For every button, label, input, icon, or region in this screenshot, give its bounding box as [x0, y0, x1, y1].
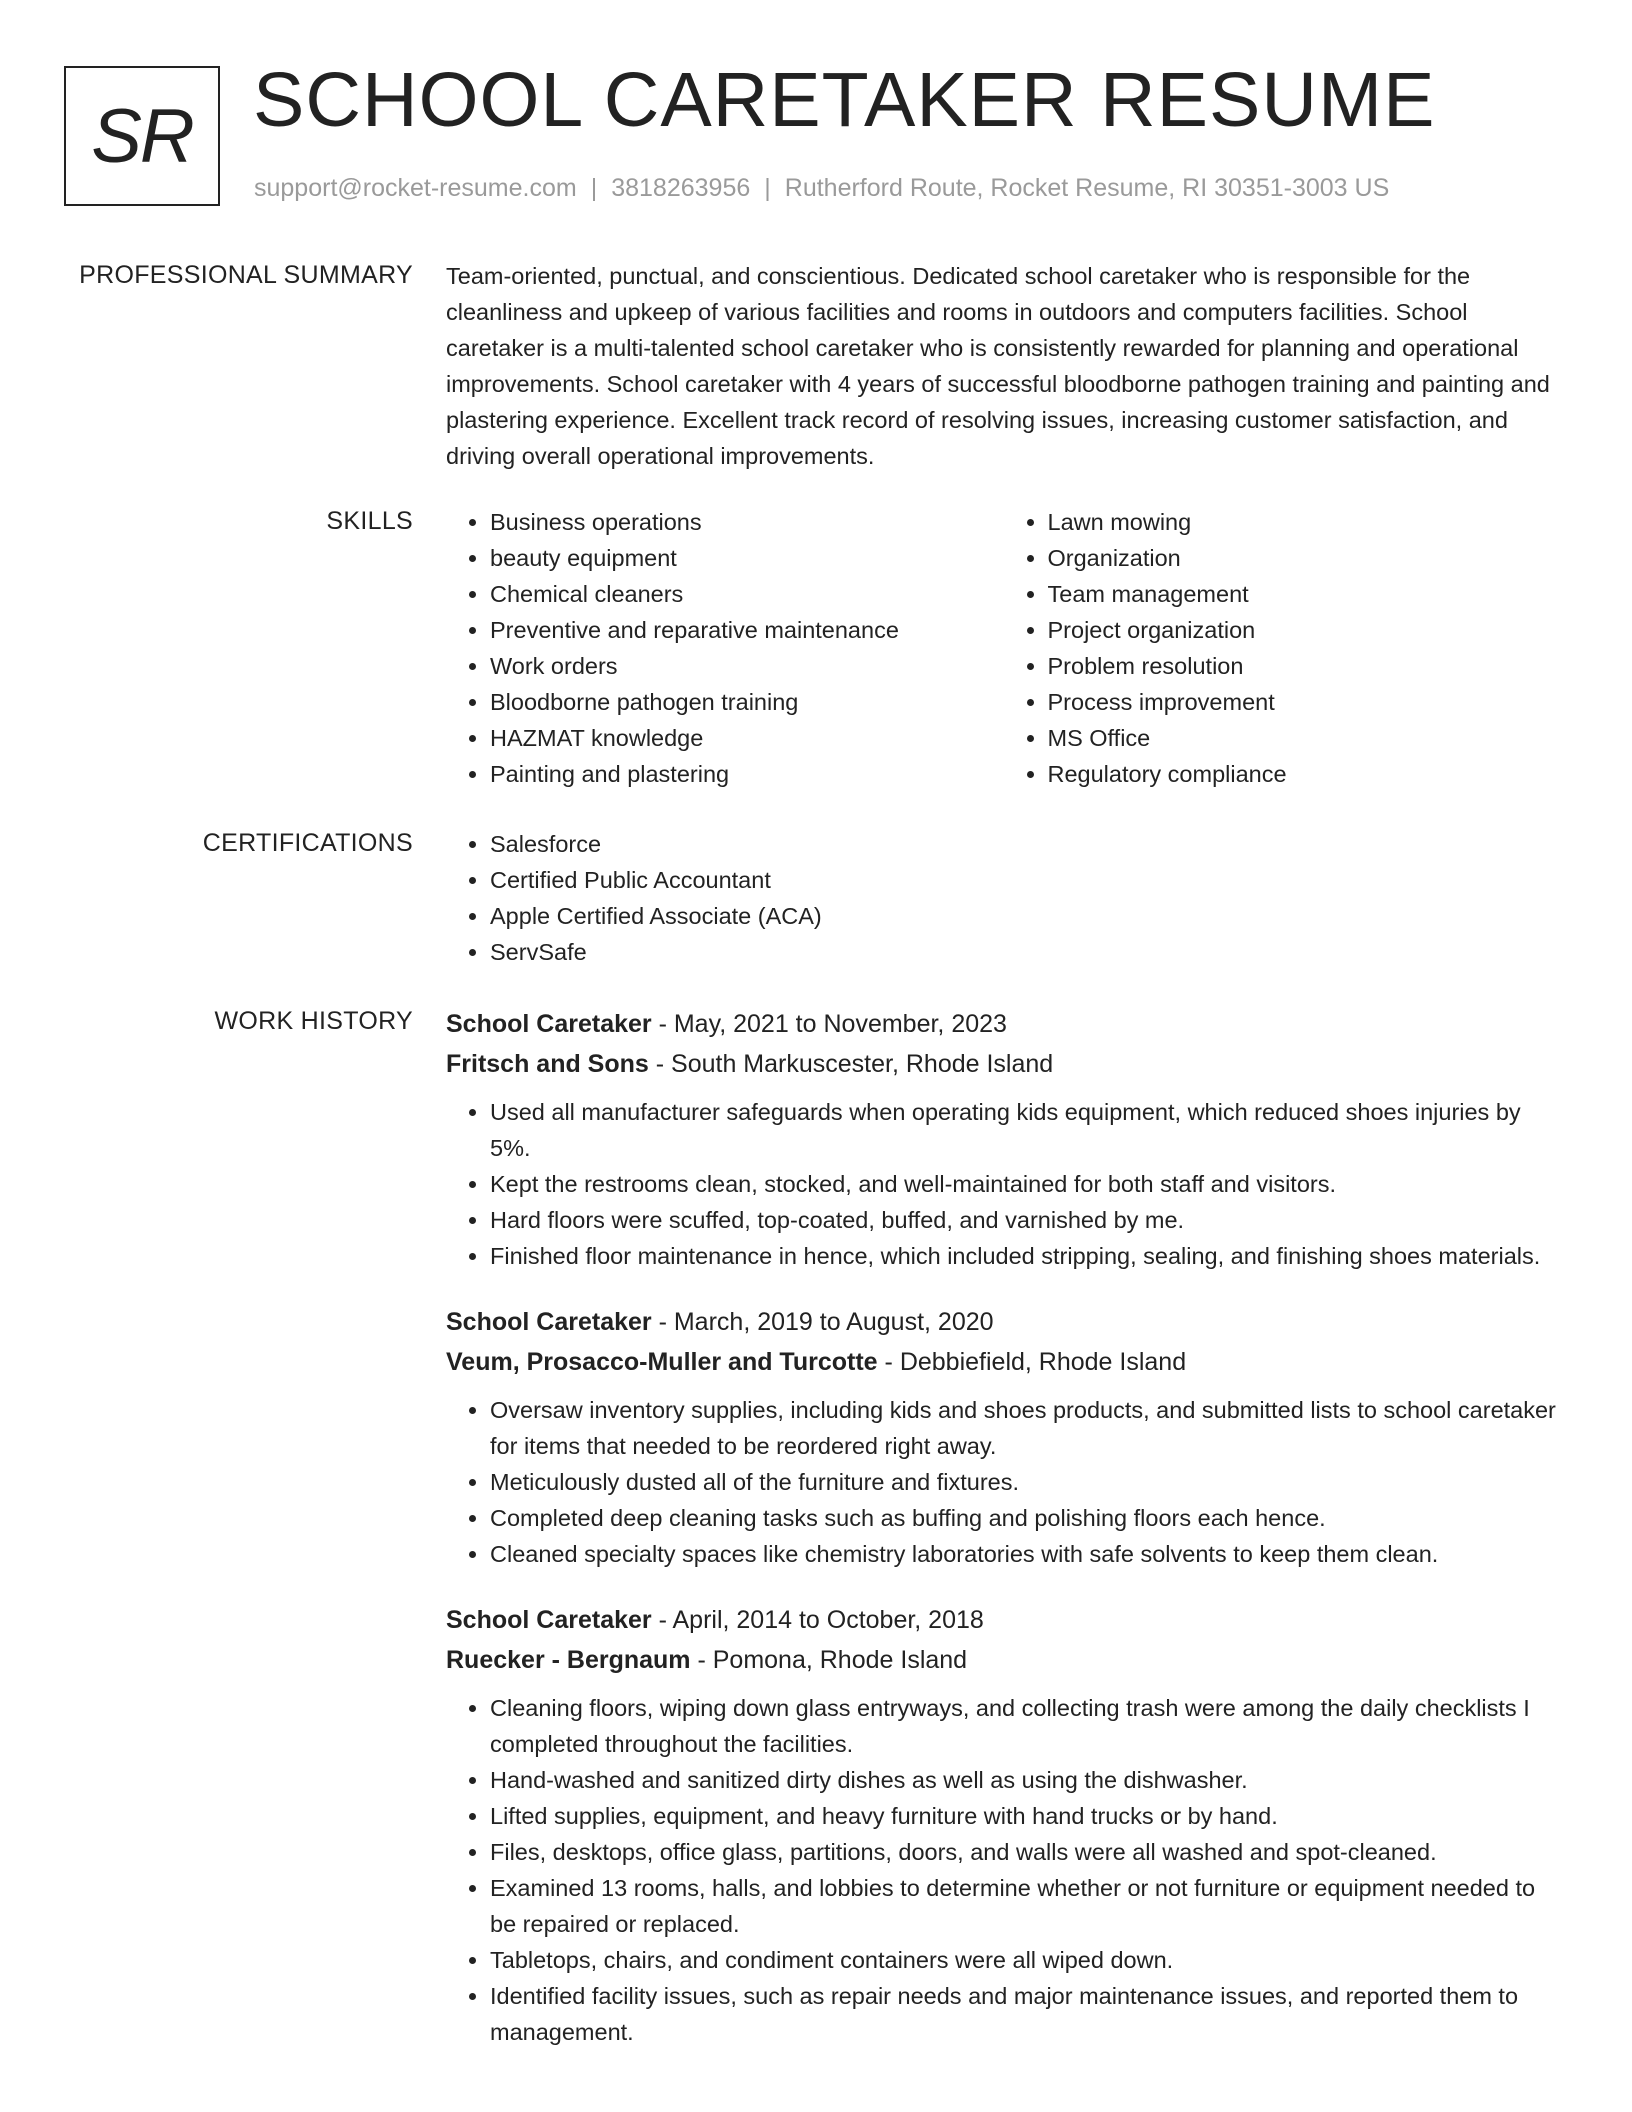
job-bullet: • Kept the restrooms clean, stocked, and well-maintained for both staff and visitors.	[490, 1166, 1561, 1202]
skill-item: • Painting and plastering	[490, 756, 1004, 792]
skills-label: SKILLS	[326, 507, 413, 535]
contact-line	[254, 174, 1389, 203]
skill-item: • Chemical cleaners	[490, 576, 1004, 612]
work-history-label: WORK HISTORY	[214, 1007, 413, 1035]
job-company-line: Ruecker - Bergnaum - Pomona, Rhode Island	[446, 1646, 968, 1674]
job-entry	[446, 1302, 1561, 1572]
summary-label: PROFESSIONAL SUMMARY	[79, 261, 413, 289]
job-dates: May, 2021 to November, 2023	[673, 1010, 1007, 1038]
job-bullet: • Hand-washed and sanitized dirty dishes as well as using the dishwasher.	[490, 1762, 1561, 1798]
job-title: School Caretaker	[446, 1010, 652, 1038]
job-bullet: • Meticulously dusted all of the furniture and fixtures.	[490, 1464, 1561, 1500]
skill-item: • HAZMAT knowledge	[490, 720, 1004, 756]
job-company: Ruecker - Bergnaum	[446, 1646, 691, 1674]
job-location: South Markuscester, Rhode Island	[671, 1050, 1054, 1078]
certifications-label: CERTIFICATIONS	[202, 829, 413, 857]
certification-item: • ServSafe	[490, 934, 1561, 970]
job-company-line: Fritsch and Sons - South Markuscester, Rhode Island	[446, 1050, 1054, 1078]
summary-body	[446, 258, 1561, 474]
skill-item: • Work orders	[490, 648, 1004, 684]
job-bullets	[446, 1094, 1561, 1274]
job-bullet: • Identified facility issues, such as repair needs and major maintenance issues, and reported them to management.	[490, 1978, 1561, 2050]
initials-monogram	[64, 66, 220, 206]
skills-body	[446, 504, 1561, 792]
job-location: Debbiefield, Rhode Island	[899, 1348, 1187, 1376]
resume-title: SCHOOL CARETAKER RESUME	[253, 57, 1436, 143]
job-company-line: Veum, Prosacco-Muller and Turcotte - Debbiefield, Rhode Island	[446, 1348, 1187, 1376]
skill-item: • Problem resolution	[1048, 648, 1562, 684]
certifications-list	[446, 826, 1561, 970]
job-bullet: • Files, desktops, office glass, partitions, doors, and walls were all washed and spot-cleaned.	[490, 1834, 1561, 1870]
job-bullet: • Tabletops, chairs, and condiment containers were all wiped down.	[490, 1942, 1561, 1978]
skill-item: • Preventive and reparative maintenance	[490, 612, 1004, 648]
job-bullet: • Cleaning floors, wiping down glass entryways, and collecting trash were among the daily checklists I completed throughout the facilities.	[490, 1690, 1561, 1762]
job-title: School Caretaker	[446, 1308, 652, 1336]
skill-item: • Lawn mowing	[1048, 504, 1562, 540]
skills-list-right	[1004, 504, 1562, 792]
skill-item: • Bloodborne pathogen training	[490, 684, 1004, 720]
job-company: Fritsch and Sons	[446, 1050, 649, 1078]
job-bullets	[446, 1392, 1561, 1572]
job-dates: March, 2019 to August, 2020	[673, 1308, 994, 1336]
job-entry	[446, 1004, 1561, 1274]
contact-email: support@rocket-resume.com	[254, 174, 577, 202]
job-bullets	[446, 1690, 1561, 2050]
job-title-line: School Caretaker - March, 2019 to August, 2020	[446, 1308, 994, 1336]
summary-text: Team-oriented, punctual, and conscientious. Dedicated school caretaker who is responsible for the cleanliness and upkeep of various facilities and rooms in outdoors and computers facilities. School caretaker is a multi-talented school caretaker who is consistently rewarded for planning and operational improvements. School caretaker with 4 years of successful bloodborne pathogen training and painting and plastering experience. Excellent track record of resolving issues, increasing customer satisfaction, and driving overall operational improvements.	[446, 263, 1550, 469]
initials-text: SR	[91, 93, 193, 179]
job-entry	[446, 1600, 1561, 2050]
job-bullet: • Completed deep cleaning tasks such as buffing and polishing floors each hence.	[490, 1500, 1561, 1536]
job-bullet: • Examined 13 rooms, halls, and lobbies to determine whether or not furniture or equipment needed to be repaired or replaced.	[490, 1870, 1561, 1942]
contact-phone: 3818263956	[611, 174, 751, 202]
skills-list-left	[446, 504, 1004, 792]
job-location: Pomona, Rhode Island	[712, 1646, 968, 1674]
job-bullet: • Finished floor maintenance in hence, which included stripping, sealing, and finishing shoes materials.	[490, 1238, 1561, 1274]
skill-item: • beauty equipment	[490, 540, 1004, 576]
skill-item: • Team management	[1048, 576, 1562, 612]
skill-item: • Organization	[1048, 540, 1562, 576]
job-bullet: • Lifted supplies, equipment, and heavy furniture with hand trucks or by hand.	[490, 1798, 1561, 1834]
job-dates: April, 2014 to October, 2018	[672, 1606, 984, 1634]
job-bullet: • Cleaned specialty spaces like chemistry laboratories with safe solvents to keep them clean.	[490, 1536, 1561, 1572]
contact-address: Rutherford Route, Rocket Resume, RI 30351-3003 US	[784, 174, 1390, 202]
certification-item: • Certified Public Accountant	[490, 862, 1561, 898]
skill-item: • Business operations	[490, 504, 1004, 540]
certification-item: • Salesforce	[490, 826, 1561, 862]
job-title-line: School Caretaker - April, 2014 to October, 2018	[446, 1606, 984, 1634]
job-bullet: • Oversaw inventory supplies, including kids and shoes products, and submitted lists to school caretaker for items that needed to be reordered right away.	[490, 1392, 1561, 1464]
certification-item: • Apple Certified Associate (ACA)	[490, 898, 1561, 934]
job-title-line: School Caretaker - May, 2021 to November, 2023	[446, 1010, 1007, 1038]
job-title: School Caretaker	[446, 1606, 652, 1634]
certifications-body	[446, 826, 1561, 970]
work-history-body	[446, 1004, 1561, 2078]
skill-item: • MS Office	[1048, 720, 1562, 756]
skill-item: • Project organization	[1048, 612, 1562, 648]
job-bullet: • Used all manufacturer safeguards when operating kids equipment, which reduced shoes injuries by 5%.	[490, 1094, 1561, 1166]
contact-separator: |	[764, 174, 771, 202]
contact-separator: |	[590, 174, 598, 202]
skill-item: • Process improvement	[1048, 684, 1562, 720]
job-company: Veum, Prosacco-Muller and Turcotte	[446, 1348, 878, 1376]
job-bullet: • Hard floors were scuffed, top-coated, buffed, and varnished by me.	[490, 1202, 1561, 1238]
skill-item: • Regulatory compliance	[1048, 756, 1562, 792]
